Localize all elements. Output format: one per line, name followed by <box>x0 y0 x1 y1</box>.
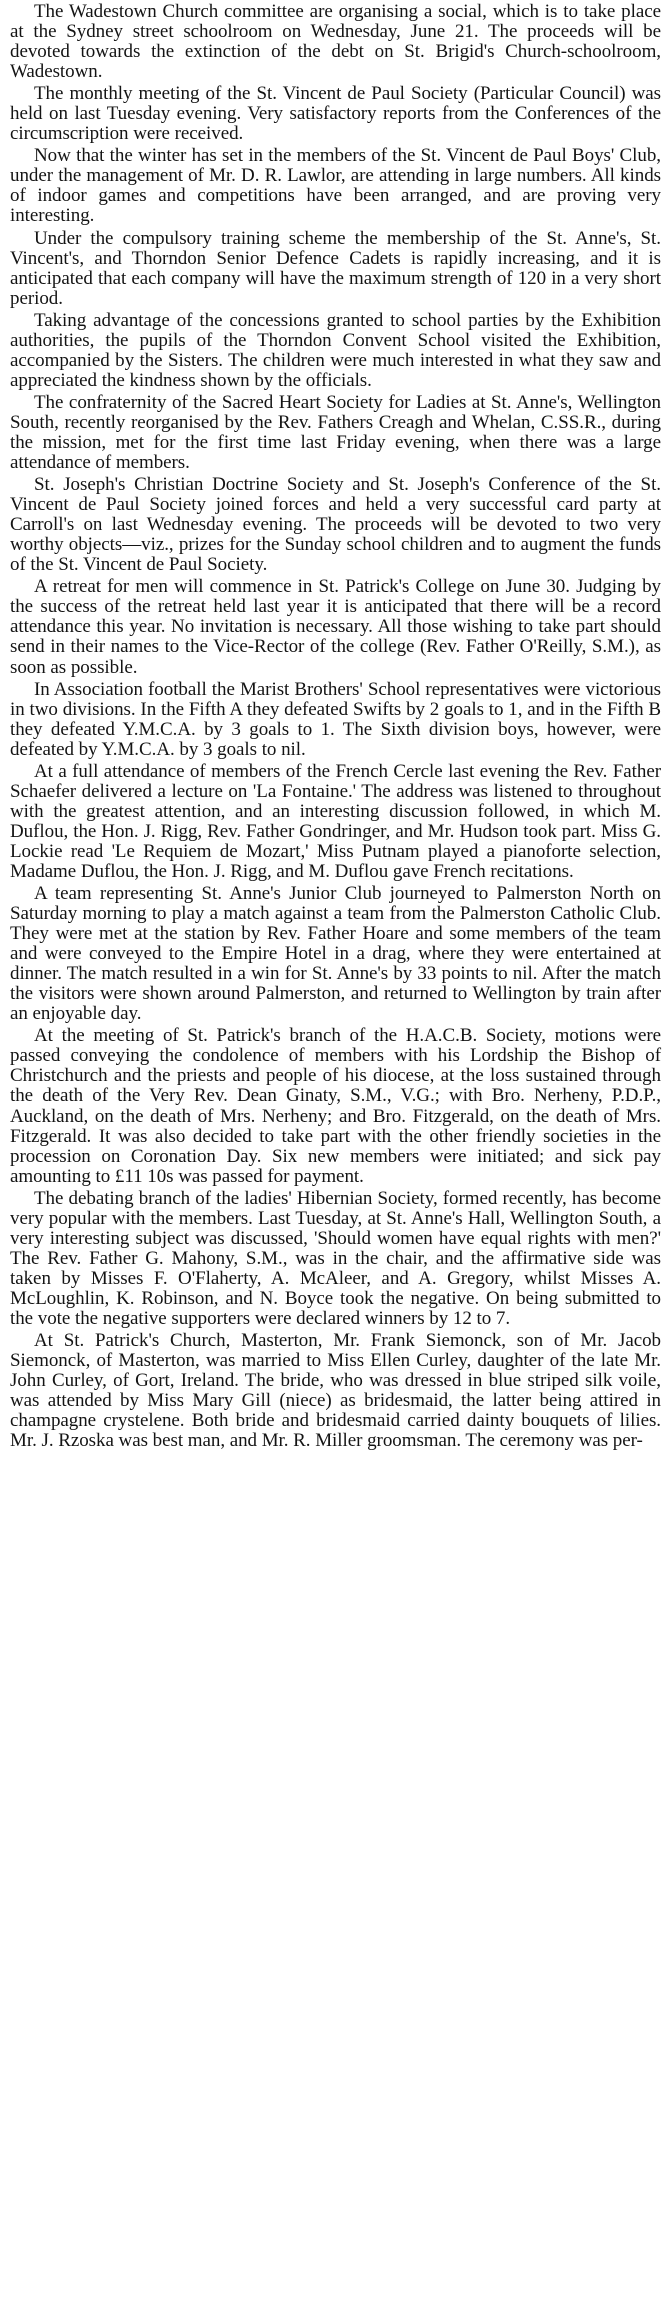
paragraph-mens-retreat: A retreat for men will commence in St. Patrick's College on June 30. Judging by the success of the retreat held last year it is anticipated that there will be a record attendance this year. No invitation is necessary. All those wishing to take part should send in their names to the Vice-Rector of the college (Rev. Father O'Reilly, S.M.), as soon as possible. <box>10 576 661 678</box>
paragraph-boys-club: Now that the winter has set in the members of the St. Vincent de Paul Boys' Club, under the management of Mr. D. R. Lawlor, are attending in large numbers. All kinds of indoor games and competitions have been arranged, and are proving very interesting. <box>10 145 661 227</box>
paragraph-hacb-society: At the meeting of St. Patrick's branch of the H.A.C.B. Society, motions were passed conveying the condolence of members with his Lordship the Bishop of Christchurch and the priests and people of his diocese, at the loss sustained through the death of the Very Rev. Dean Ginaty, S.M., V.G.; with Bro. Nerheny, P.D.P., Auckland, on the death of Mrs. Nerheny; and Bro. Fitzgerald, on the death of Mrs. Fitzgerald. It was also decided to take part with the other friendly societies in the procession on Coronation Day. Six new members were initiated; and sick pay amounting to £11 10s was passed for payment. <box>10 1025 661 1187</box>
paragraph-vincent-de-paul-meeting: The monthly meeting of the St. Vincent de Paul Society (Particular Council) was held on last Tuesday evening. Very satisfactory reports from the Conferences of the circumscription were received. <box>10 83 661 145</box>
paragraph-defence-cadets: Under the compulsory training scheme the membership of the St. Anne's, St. Vincent's, and Thorndon Senior Defence Cadets is rapidly increasing, and it is anticipated that each company will have the maximum strength of 120 in a very short period. <box>10 227 661 309</box>
paragraph-sacred-heart-confraternity: The confraternity of the Sacred Heart Society for Ladies at St. Anne's, Wellington South, recently reorganised by the Rev. Fathers Creagh and Whelan, C.SS.R., during the mission, met for the first time last Friday evening, when there was a large attendance of members. <box>10 391 661 474</box>
paragraph-wadestown-social: The Wadestown Church committee are organising a social, which is to take place at the Sydney street schoolroom on Wednesday, June 21. The proceeds will be devoted towards the extinction of the debt on St. Brigid's Church-schoolroom, Wadestown. <box>10 1 661 83</box>
paragraph-masterton-wedding: At St. Patrick's Church, Masterton, Mr. Frank Siemonck, son of Mr. Jacob Siemonck, of Masterton, was married to Miss Ellen Curley, daughter of the late Mr. John Curley, of Gort, Ireland. The bride, who was dressed in blue striped silk voile, was attended by Miss Mary Gill (niece) as bridesmaid, the latter being attired in champagne crystelene. Both bride and bridesmaid carried dainty bouquets of lilies. Mr. J. Rzoska was best man, and Mr. R. Miller groomsman. The ceremony was per- <box>10 1330 661 1452</box>
paragraph-card-party: St. Joseph's Christian Doctrine Society and St. Joseph's Conference of the St. Vincent de Paul Society joined forces and held a very successful card party at Carroll's on last Wednesday evening. The proceeds will be devoted to two very worthy objects—viz., prizes for the Sunday school children and to augment the funds of the St. Vincent de Paul Society. <box>10 474 661 576</box>
paragraph-association-football: In Association football the Marist Brothers' School representatives were victorious in two divisions. In the Fifth A they defeated Swifts by 2 goals to 1, and in the Fifth B they defeated Y.M.C.A. by 3 goals to 1. The Sixth division boys, however, were defeated by Y.M.C.A. by 3 goals to nil. <box>10 678 661 760</box>
paragraph-hibernian-debate: The debating branch of the ladies' Hibernian Society, formed recently, has become very popular with the members. Last Tuesday, at St. Anne's Hall, Wellington South, a very interesting subject was discussed, 'Should women have equal rights with men?' The Rev. Father G. Mahony, S.M., was in the chair, and the affirmative side was taken by Misses F. O'Flaherty, A. McAleer, and A. Gregory, whilst Misses A. McLoughlin, K. Robinson, and N. Boyce took the negative. On being submitted to the vote the negative supporters were declared winners by 12 to 7. <box>10 1187 661 1329</box>
paragraph-junior-club-match: A team representing St. Anne's Junior Club journeyed to Palmerston North on Saturday morning to play a match against a team from the Palmerston Catholic Club. They were met at the station by Rev. Father Hoare and some members of the team and were conveyed to the Empire Hotel in a drag, where they were entertained at dinner. The match resulted in a win for St. Anne's by 33 points to nil. After the match the visitors were shown around Palmerston, and returned to Wellington by train after an enjoyable day. <box>10 883 661 1025</box>
paragraph-french-cercle: At a full attendance of members of the French Cercle last evening the Rev. Father Schaefer delivered a lecture on 'La Fontaine.' The address was listened to throughout with the greatest attention, and an interesting discussion followed, in which M. Duflou, the Hon. J. Rigg, Rev. Father Gondringer, and Mr. Hudson took part. Miss G. Lockie read 'Le Requiem de Mozart,' Miss Putnam played a pianoforte selection, Madame Duflou, the Hon. J. Rigg, and M. Duflou gave French recitations. <box>10 760 661 882</box>
paragraph-exhibition-visit: Taking advantage of the concessions granted to school parties by the Exhibition authorities, the pupils of the Thorndon Convent School visited the Exhibition, accompanied by the Sisters. The children were much interested in what they saw and appreciated the kindness shown by the officials. <box>10 309 661 391</box>
